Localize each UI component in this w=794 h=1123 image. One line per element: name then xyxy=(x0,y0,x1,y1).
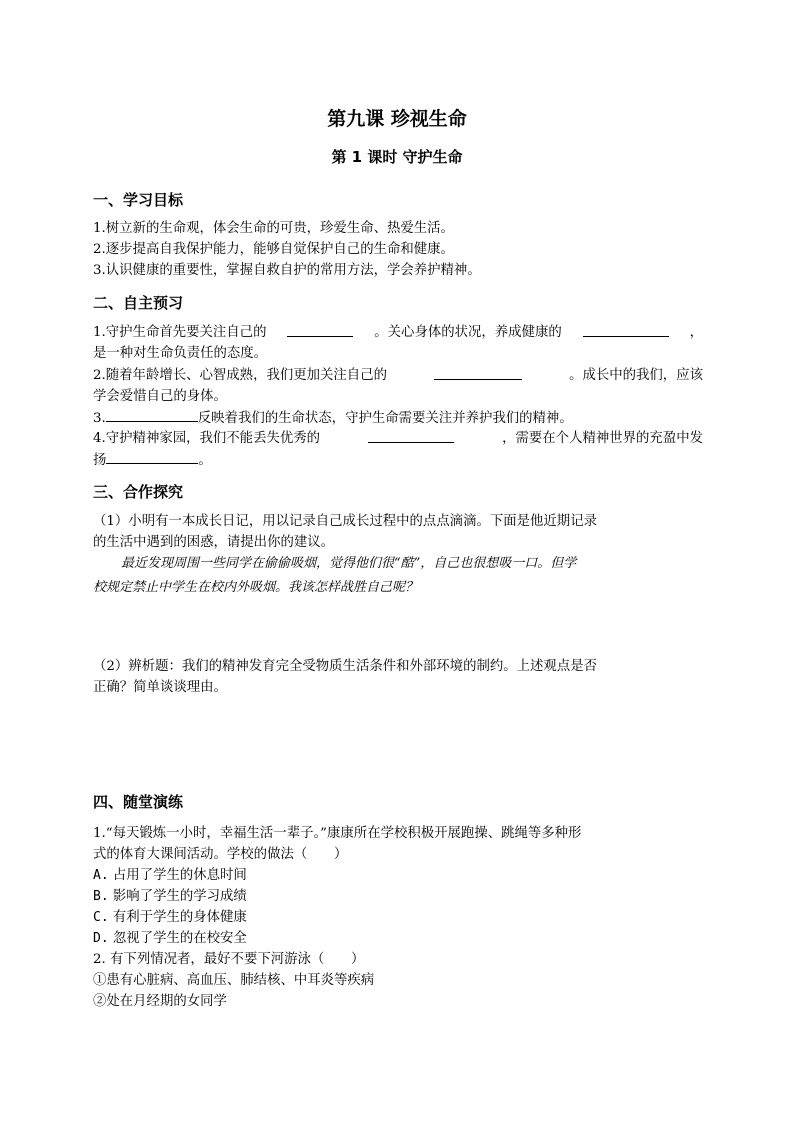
option-text: 影响了学生的学习成绩 xyxy=(112,889,247,904)
practice-question-1: 1.“每天锻炼一小时，幸福生活一辈子。”康康所在学校积极开展跑操、跳绳等多种形 xyxy=(93,826,582,841)
preview-q1-continuation: 是一种对生命负责任的态度。 xyxy=(93,346,268,361)
goal-item: 1.树立新的生命观，体会生命的可贵，珍爱生命、热爱生活。 xyxy=(93,221,454,236)
diary-excerpt-cont: 校规定禁止中学生在校内外吸烟。我该怎样战胜自己呢？ xyxy=(93,580,419,595)
option-d[interactable] xyxy=(93,928,703,949)
option-key: C. xyxy=(93,910,109,925)
preview-q3-text-b: 反映着我们的生命状态，守护生命需要关注并养护我们的精神。 xyxy=(197,411,573,426)
option-c[interactable] xyxy=(93,907,703,928)
preview-question-4 xyxy=(93,428,703,449)
practice-question-1-cont: 式的体育大课间活动。学校的做法（ ） xyxy=(93,847,348,862)
page-subtitle: 第 1 课时 守护生命 xyxy=(331,148,463,166)
option-b[interactable] xyxy=(93,886,703,907)
section-heading-goals: 一、学习目标 xyxy=(93,191,184,209)
option-text: 占用了学生的休息时间 xyxy=(112,868,247,883)
preview-q4-text-b: ，需要在个人精神世界的充盈中发 xyxy=(502,431,703,446)
preview-q1-text-a: 1.守护生命首先要关注自己的 xyxy=(93,325,267,340)
practice-question-2: 2. 有下列情况者，最好不要下河游泳（ ） xyxy=(93,952,365,967)
fill-blank[interactable] xyxy=(434,365,522,380)
fill-blank[interactable] xyxy=(106,449,198,464)
preview-question-3 xyxy=(93,407,703,429)
fill-blank[interactable] xyxy=(287,322,353,337)
fill-blank[interactable] xyxy=(583,322,669,337)
preview-q4-text-d: 。 xyxy=(198,453,212,468)
fill-blank[interactable] xyxy=(368,428,454,443)
diary-excerpt: 最近发现周围一些同学在偷偷吸烟，觉得他们很“酷”，自己也很想吸一口。但学 xyxy=(121,556,577,571)
preview-q2-continuation: 学会爱惜自己的身体。 xyxy=(93,389,227,404)
preview-q2-text-b: 。成长中的我们，应该 xyxy=(569,368,703,383)
practice-q2-item: ②处在月经期的女同学 xyxy=(93,994,227,1009)
option-key: B. xyxy=(93,889,109,904)
preview-q1-text-c: ， xyxy=(689,325,703,340)
explore-question-1: （1）小明有一本成长日记，用以记录自己成长过程中的点点滴滴。下面是他近期记录 xyxy=(93,514,597,529)
preview-q3-text-a: 3. xyxy=(93,411,106,426)
section-heading-preview: 二、自主预习 xyxy=(93,294,184,312)
goal-item: 3.认识健康的重要性，掌握自救自护的常用方法，学会养护精神。 xyxy=(93,263,481,278)
option-a[interactable] xyxy=(93,865,703,886)
preview-question-1 xyxy=(93,322,703,343)
explore-question-2-cont: 正确？简单谈谈理由。 xyxy=(93,680,227,695)
explore-question-1-cont: 的生活中遇到的困惑，请提出你的建议。 xyxy=(93,535,335,550)
page-title: 第九课 珍视生命 xyxy=(327,108,467,130)
explore-question-2: （2）辨析题：我们的精神发育完全受物质生活条件和外部环境的制约。上述观点是否 xyxy=(93,659,597,674)
section-heading-practice: 四、随堂演练 xyxy=(93,793,184,811)
option-key: A. xyxy=(93,868,109,883)
preview-q4-text-a: 4.守护精神家园，我们不能丢失优秀的 xyxy=(93,431,321,446)
preview-q4-continuation xyxy=(93,449,703,471)
preview-q2-text-a: 2.随着年龄增长、心智成熟，我们更加关注自己的 xyxy=(93,368,387,383)
goal-item: 2.逐步提高自我保护能力，能够自觉保护自己的生命和健康。 xyxy=(93,242,454,257)
preview-q4-text-c: 扬 xyxy=(93,453,107,468)
preview-question-2 xyxy=(93,365,703,386)
preview-q1-text-b: 。关心身体的状况，养成健康的 xyxy=(374,325,562,340)
option-key: D. xyxy=(93,931,109,946)
option-text: 忽视了学生的在校安全 xyxy=(112,931,247,946)
section-heading-explore: 三、合作探究 xyxy=(93,483,184,501)
fill-blank[interactable] xyxy=(106,407,198,422)
practice-q2-item: ①患有心脏病、高血压、肺结核、中耳炎等疾病 xyxy=(93,973,375,988)
option-text: 有利于学生的身体健康 xyxy=(112,910,247,925)
